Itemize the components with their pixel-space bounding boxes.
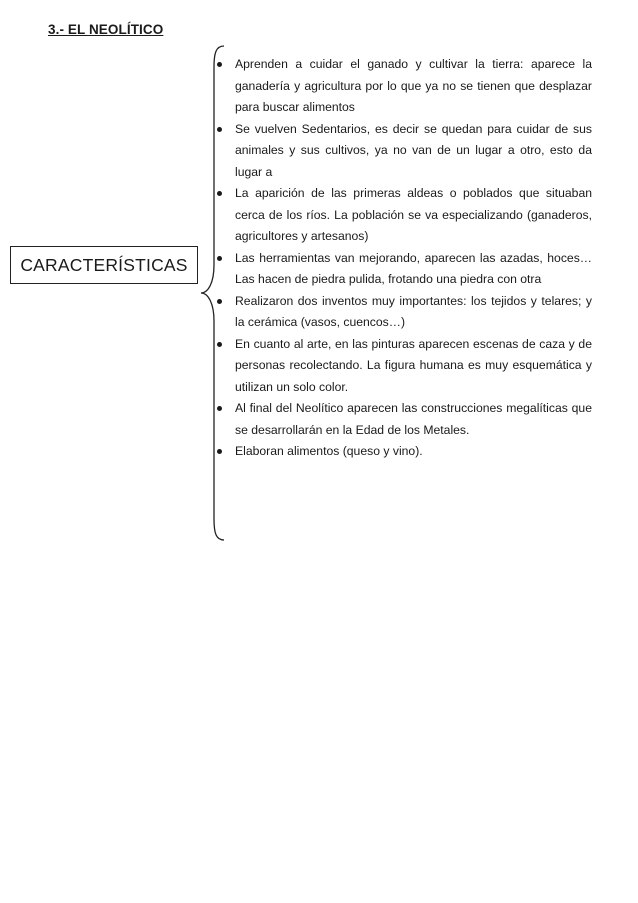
bullet-icon xyxy=(217,62,222,67)
list-item xyxy=(214,119,592,184)
list-item xyxy=(214,398,592,441)
list-item-text: Aprenden a cuidar el ganado y cultivar la tierra: aparece la ganadería y agricultura por lo que ya no se tienen que desplazar para buscar alimentos xyxy=(235,57,592,114)
list-item xyxy=(214,248,592,291)
list-item-text: Se vuelven Sedentarios, es decir se quedan para cuidar de sus animales y sus cultivos, ya no van de un lugar a otro, esto da lugar a xyxy=(235,121,592,179)
bullet-icon xyxy=(217,127,222,132)
list-item-text: Realizaron dos inventos muy importantes: los tejidos y telares; y la cerámica (vasos, cuencos…) xyxy=(235,293,592,329)
bullet-icon xyxy=(217,191,222,196)
bullet-icon xyxy=(217,449,222,454)
characteristics-label-box xyxy=(10,246,198,284)
list-item xyxy=(214,54,592,119)
list-item xyxy=(214,441,592,463)
bullet-icon xyxy=(217,342,222,347)
list-item-text: En cuanto al arte, en las pinturas aparecen escenas de caza y de personas recolectando. La figura humana es muy esquemática y utilizan un solo color. xyxy=(235,336,592,394)
list-item xyxy=(214,183,592,248)
characteristics-list xyxy=(214,54,592,463)
list-item-text: La aparición de las primeras aldeas o poblados que situaban cerca de los ríos. La población se va especializando (ganaderos, agricultores y artesanos) xyxy=(235,186,592,243)
bullet-icon xyxy=(217,406,222,411)
bullet-icon xyxy=(217,299,222,304)
page-title: 3.- EL NEOLÍTICO xyxy=(48,22,164,37)
characteristics-label: CARACTERÍSTICAS xyxy=(20,254,188,275)
list-item-text: Las herramientas van mejorando, aparecen las azadas, hoces…Las hacen de piedra pulida, frotando una piedra con otra xyxy=(235,250,592,286)
list-item xyxy=(214,334,592,399)
bullet-icon xyxy=(217,256,222,261)
list-item-text: Al final del Neolítico aparecen las construcciones megalíticas que se desarrollarán en la Edad de los Metales. xyxy=(235,401,592,437)
list-item xyxy=(214,291,592,334)
list-item-text: Elaboran alimentos (queso y vino). xyxy=(235,444,423,458)
